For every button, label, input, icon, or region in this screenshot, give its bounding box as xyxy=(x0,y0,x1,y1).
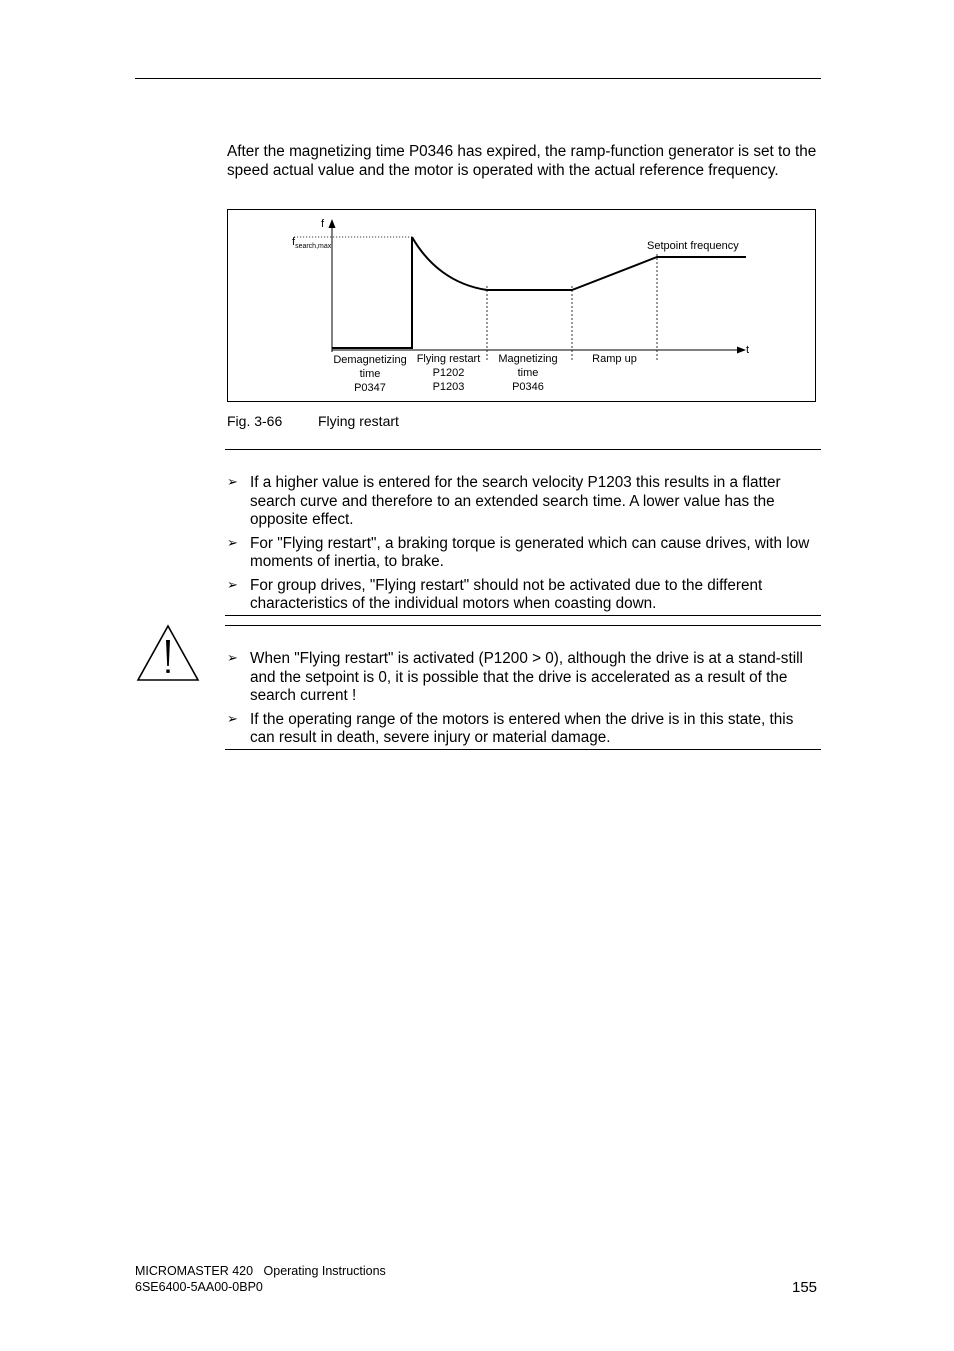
bullet-arrow-icon: ➢ xyxy=(227,711,238,727)
t-axis-arrow xyxy=(737,347,746,354)
warning-top-rule xyxy=(225,625,821,626)
warning-list xyxy=(227,650,821,753)
phase-label-ramp-up: Ramp up xyxy=(592,353,637,365)
bullet-arrow-icon: ➢ xyxy=(227,475,238,490)
intro-paragraph: After the magnetizing time P0346 has expired, the ramp-function generator is set to the speed actual value and the motor is operated with the actual reference frequency. xyxy=(227,143,817,179)
footer xyxy=(135,1263,435,1295)
list-item: ➢ If a higher value is entered for the search velocity P1203 this results in a flatter search curve and therefore to an extended search time. A lower value has the opposite effect. xyxy=(227,474,781,528)
footer-order-number: 6SE6400-5AA00-0BP0 xyxy=(135,1280,263,1294)
bullet-arrow-icon: ➢ xyxy=(227,577,238,593)
flying-restart-diagram xyxy=(227,209,816,402)
list-item: ➢ If the operating range of the motors is entered when the drive is in this state, this can result in death, severe injury or material damage. xyxy=(227,710,794,746)
fsearch-max-sub: search,max xyxy=(295,243,332,251)
note-bottom-rule xyxy=(225,615,821,616)
notes-list xyxy=(227,474,821,619)
page-number: 155 xyxy=(792,1279,818,1296)
warning-bottom-rule xyxy=(225,749,821,750)
f-axis-label: f xyxy=(321,218,325,230)
bullet-arrow-icon: ➢ xyxy=(227,535,238,551)
phase-label-magnetizing: Magnetizing time P0346 xyxy=(498,353,558,393)
search-decay-curve xyxy=(412,237,487,290)
note-top-rule xyxy=(225,449,821,450)
warning-triangle-icon xyxy=(136,624,200,682)
list-item: ➢ For "Flying restart", a braking torque is generated which can cause drives, with low moments of inertia, to brake. xyxy=(227,534,810,570)
bullet-arrow-icon: ➢ xyxy=(227,651,238,666)
phase-label-flying-restart: Flying restart P1202 P1203 xyxy=(416,353,481,393)
list-item: ➢ When "Flying restart" is activated (P1200 > 0), although the drive is at a stand-still and the setpoint is 0, it is possible that the drive is accelerated as a result of the search current ! xyxy=(227,650,803,704)
fsearch-max-label xyxy=(292,235,331,254)
figure-caption xyxy=(227,413,399,430)
figure-caption-title: Flying restart xyxy=(318,413,399,429)
footer-line-1 xyxy=(135,1263,435,1279)
t-axis-label: t xyxy=(746,344,750,356)
frequency-curve xyxy=(332,237,412,348)
footer-product: MICROMASTER 420 xyxy=(135,1264,254,1278)
footer-doc-type: Operating Instructions xyxy=(263,1264,386,1278)
figure-caption-number: Fig. 3-66 xyxy=(227,413,283,429)
list-item: ➢ For group drives, "Flying restart" should not be activated due to the different characteristics of the individual motors when coasting down. xyxy=(227,576,763,612)
fsearch-max-main: f xyxy=(292,236,296,248)
header-rule xyxy=(135,78,821,79)
f-axis-arrow xyxy=(329,219,336,228)
setpoint-frequency-label: Setpoint frequency xyxy=(647,240,739,252)
magnetizing-and-ramp-curve xyxy=(487,257,746,290)
phase-label-demagnetizing: Demagnetizing time P0347 xyxy=(333,354,407,394)
